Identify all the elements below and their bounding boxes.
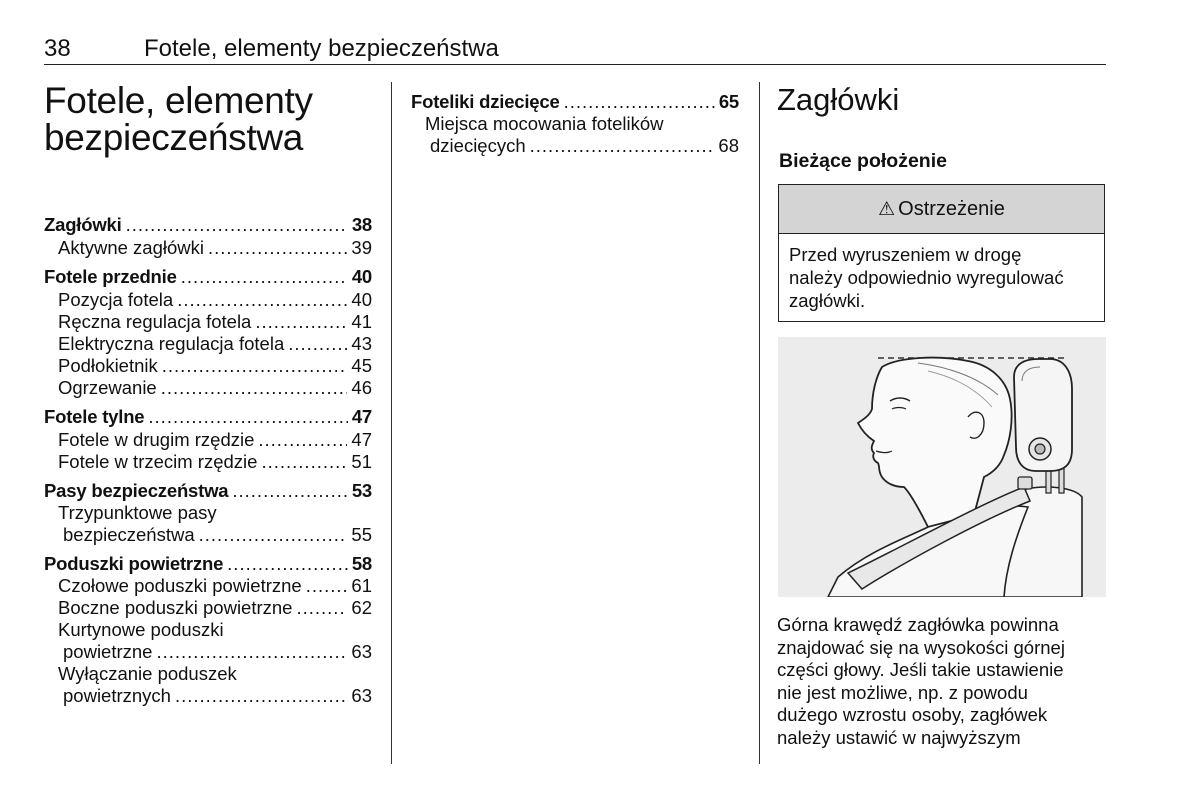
running-title: Fotele, elementy bezpieczeństwa — [144, 35, 499, 62]
toc-page: 55 — [351, 524, 372, 545]
toc-entry-pasy-bezpieczenstwa[interactable] — [44, 480, 372, 502]
body-line: nie jest możliwe, np. z powodu — [777, 681, 1028, 703]
toc-entry-mocowania-line1[interactable]: Miejsca mocowania fotelików — [425, 113, 664, 134]
toc-entry-elektryczna-regulacja[interactable] — [58, 333, 372, 355]
toc-page: 65 — [718, 91, 739, 112]
toc-label: Podłokietnik — [58, 355, 158, 376]
toc-page: 41 — [351, 311, 372, 332]
toc-entry-kurtynowe-poduszki[interactable] — [63, 641, 372, 663]
toc-entry-fotele-przednie[interactable] — [44, 266, 372, 288]
toc-label: Fotele tylne — [44, 406, 145, 427]
toc-page: 58 — [351, 553, 372, 574]
toc-leader — [162, 355, 348, 377]
toc-leader — [258, 429, 347, 451]
toc-label: Ogrzewanie — [58, 377, 157, 398]
toc-entry-boczne-poduszki[interactable] — [58, 597, 372, 619]
toc-leader — [148, 406, 347, 428]
toc-leader — [181, 266, 348, 288]
body-line: znajdować się na wysokości górnej — [777, 636, 1065, 658]
section-title: Zagłówki — [777, 82, 900, 117]
toc-leader — [296, 597, 347, 619]
toc-label: Pasy bezpieczeństwa — [44, 480, 229, 501]
body-line: części głowy. Jeśli takie ustawienie — [777, 659, 1064, 680]
running-header — [44, 30, 1106, 65]
toc-entry-podlokietnik[interactable] — [58, 355, 372, 377]
toc-entry-zaglowki[interactable] — [44, 214, 372, 236]
subsection-title: Bieżące położenie — [779, 150, 947, 172]
toc-entry-pozycja-fotela[interactable] — [58, 289, 372, 311]
toc-label: Ręczna regulacja fotela — [58, 311, 252, 332]
toc-entry-kurtynowe-line1[interactable]: Kurtynowe poduszki — [58, 619, 224, 640]
toc-leader — [227, 553, 348, 575]
column-divider-left — [391, 82, 392, 764]
toc-label: Fotele w drugim rzędzie — [58, 429, 255, 450]
toc-label: Pozycja fotela — [58, 289, 174, 310]
toc-entry-poduszki-powietrzne[interactable] — [44, 553, 372, 575]
warning-text — [779, 234, 1104, 312]
toc-page: 45 — [351, 355, 372, 376]
toc-leader — [564, 91, 715, 113]
toc-entry-trzypunktowe-pasy[interactable] — [63, 524, 372, 546]
toc-label: dziecięcych — [430, 135, 526, 156]
toc-label: Boczne poduszki powietrzne — [58, 597, 293, 618]
headrest-position-illustration — [778, 337, 1106, 597]
toc-leader — [199, 524, 348, 546]
toc-page: 38 — [351, 214, 372, 235]
toc-entry-drugi-rzad[interactable] — [58, 429, 372, 451]
toc-label: Foteliki dziecięce — [411, 91, 560, 112]
toc-page: 51 — [351, 451, 372, 472]
warning-title: Ostrzeżenie — [898, 197, 1005, 220]
toc-page: 46 — [351, 377, 372, 398]
warning-triangle-icon: ⚠ — [878, 198, 896, 220]
toc-entry-czolowe-poduszki[interactable] — [58, 575, 372, 597]
toc-leader — [161, 377, 348, 399]
toc-leader — [177, 289, 347, 311]
chapter-title — [44, 82, 313, 156]
toc-page: 39 — [351, 237, 372, 258]
toc-leader — [232, 480, 347, 502]
toc-entry-fotele-tylne[interactable] — [44, 406, 372, 428]
toc-label: Aktywne zagłówki — [58, 237, 205, 258]
toc-leader — [306, 575, 348, 597]
toc-label: Fotele przednie — [44, 266, 177, 287]
toc-entry-ogrzewanie[interactable] — [58, 377, 372, 399]
warning-text-line: należy odpowiednio wyregulować — [789, 267, 1064, 288]
body-line: należy ustawić w najwyższym — [777, 726, 1021, 748]
toc-entry-wylaczanie-line1[interactable]: Wyłączanie poduszek — [58, 663, 237, 684]
toc-leader — [255, 311, 347, 333]
toc-label: bezpieczeństwa — [63, 524, 195, 545]
chapter-title-line-1: Fotele, elementy — [44, 80, 313, 121]
toc-page: 47 — [351, 429, 372, 450]
toc-page: 63 — [351, 685, 372, 706]
body-line: Górna krawędź zagłówka powinna — [777, 614, 1059, 635]
toc-label: powietrznych — [63, 685, 171, 706]
toc-label: Zagłówki — [44, 214, 122, 235]
toc-page: 47 — [351, 406, 372, 427]
toc-page: 43 — [351, 333, 372, 354]
toc-page: 61 — [351, 575, 372, 596]
warning-text-line: zagłówki. — [789, 290, 866, 311]
toc-leader — [175, 685, 347, 707]
toc-label: Elektryczna regulacja fotela — [58, 333, 285, 354]
warning-header — [779, 185, 1104, 234]
toc-label: powietrzne — [63, 641, 153, 662]
page-number: 38 — [44, 35, 71, 62]
toc-entry-trzeci-rzad[interactable] — [58, 451, 372, 473]
warning-box — [778, 184, 1105, 322]
toc-label: Poduszki powietrzne — [44, 553, 224, 574]
toc-entry-foteliki-dzieciece[interactable] — [411, 91, 739, 113]
toc-page: 40 — [351, 289, 372, 310]
toc-entry-aktywne-zaglowki[interactable] — [58, 237, 372, 259]
toc-leader — [530, 135, 715, 157]
toc-page: 62 — [351, 597, 372, 618]
toc-page: 53 — [351, 480, 372, 501]
toc-leader — [288, 333, 347, 355]
body-paragraph — [777, 614, 1107, 749]
toc-leader — [261, 451, 347, 473]
toc-page: 40 — [351, 266, 372, 287]
toc-label: Fotele w trzecim rzędzie — [58, 451, 258, 472]
toc-entry-trzypunktowe-line1[interactable]: Trzypunktowe pasy — [58, 502, 217, 523]
toc-entry-wylaczanie-poduszek[interactable] — [63, 685, 372, 707]
toc-leader — [156, 641, 347, 663]
warning-text-line: Przed wyruszeniem w drogę — [789, 244, 1022, 265]
toc-entry-reczna-regulacja[interactable] — [58, 311, 372, 333]
toc-page: 68 — [718, 135, 739, 156]
toc-entry-miejsca-mocowania[interactable] — [430, 135, 739, 157]
toc-page: 63 — [351, 641, 372, 662]
body-line: dużego wzrostu osoby, zagłówek — [777, 704, 1048, 725]
chapter-title-line-2: bezpieczeństwa — [44, 117, 304, 158]
column-divider-right — [759, 82, 760, 764]
toc-label: Czołowe poduszki powietrzne — [58, 575, 302, 596]
toc-leader — [208, 237, 347, 259]
toc-leader — [126, 214, 348, 236]
